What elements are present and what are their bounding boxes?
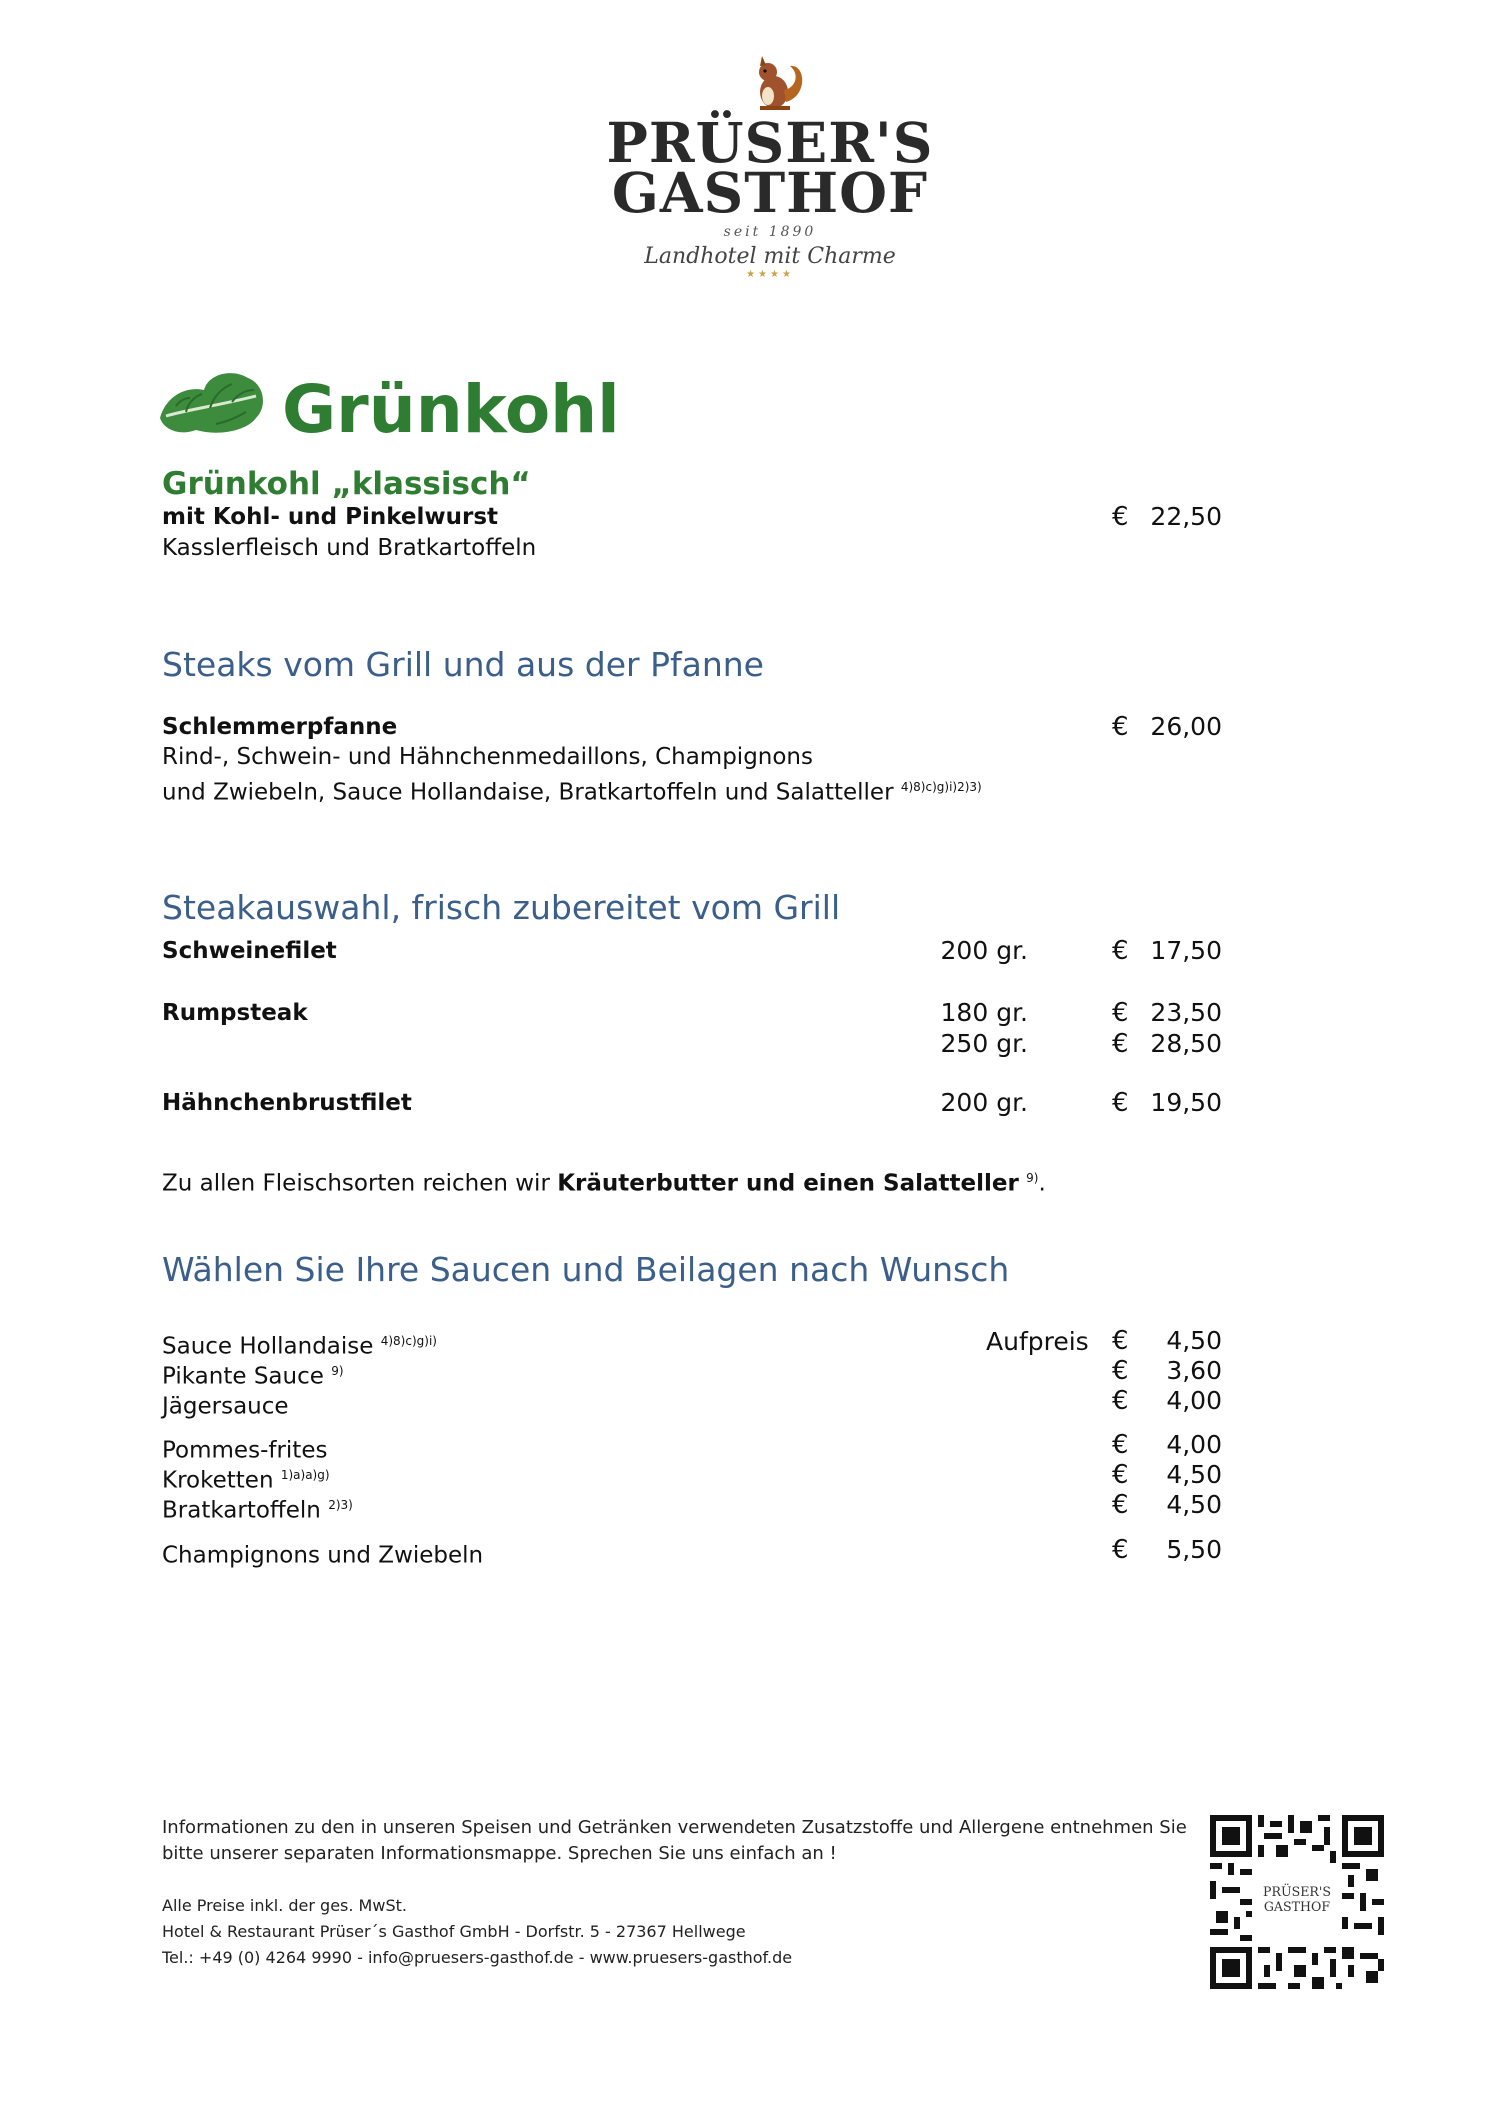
side-item-name: Kroketten [162,1467,274,1494]
steakauswahl-note [162,1163,1046,1200]
side-item-price: 4,50 [1166,1490,1222,1519]
side-item-allergens: 4)8)c)g)i) [380,1334,437,1348]
note-highlight: Kräuterbutter und einen Salatteller [557,1170,1019,1197]
steak-item-price: 23,50 [1150,998,1222,1027]
steak-item-weight: 180 gr. [940,998,1028,1027]
side-item-price: 4,00 [1166,1386,1222,1415]
gruenkohl-line-1: mit Kohl- und Pinkelwurst [162,504,499,530]
steak-item-weight: 200 gr. [940,1088,1028,1117]
steakauswahl-heading: Steakauswahl, frisch zubereitet vom Grill [162,888,841,927]
steaks-heading: Steaks vom Grill und aus der Pfanne [162,645,764,684]
aufpreis-label: Aufpreis [986,1327,1089,1356]
side-item-currency: € [1112,1535,1129,1565]
side-item-price: 5,50 [1166,1535,1222,1564]
note-period: . [1038,1170,1046,1197]
squirrel-icon [730,52,810,114]
steak-item-price: 17,50 [1150,936,1222,965]
schlemmerpfanne-price: 26,00 [1150,712,1222,741]
logo-since: seit 1890 [723,224,817,240]
side-item-currency: € [1112,1326,1129,1356]
side-item-currency: € [1112,1460,1129,1490]
qr-code[interactable] [1210,1815,1384,1989]
schlemmerpfanne-line-2-text: und Zwiebeln, Sauce Hollandaise, Bratkartoffeln und Salatteller [162,779,894,806]
note-text: Zu allen Fleischsorten reichen wir [162,1170,558,1197]
steak-item-currency: € [1112,998,1129,1028]
side-item-price: 4,00 [1166,1430,1222,1459]
page-title: Grünkohl [282,371,620,448]
side-item-price: 4,50 [1166,1326,1222,1355]
footer-info-2: bitte unserer separaten Informationsmappe. Sprechen Sie uns einfach an ! [162,1843,837,1864]
svg-text:GASTHOF: GASTHOF [1263,1899,1331,1914]
side-item-allergens: 1)a)a)g) [280,1468,330,1482]
side-item-price: 3,60 [1166,1356,1222,1385]
side-item [162,1490,353,1527]
side-item [162,1535,483,1572]
logo-tagline: Landhotel mit Charme [644,244,896,269]
gruenkohl-price: 22,50 [1150,502,1222,531]
side-item-currency: € [1112,1356,1129,1386]
side-item-currency: € [1112,1490,1129,1520]
steak-item-currency: € [1112,1088,1129,1118]
side-item-name: Bratkartoffeln [162,1497,321,1524]
side-item-name: Pommes-frites [162,1437,328,1464]
footer-info-1: Informationen zu den in unseren Speisen und Getränken verwendeten Zusatzstoffe und Allergene entnehmen Sie [162,1817,1187,1838]
side-item-price: 4,50 [1166,1460,1222,1489]
schlemmerpfanne-currency: € [1112,712,1129,742]
svg-text:PRÜSER'S: PRÜSER'S [1263,1884,1331,1899]
steak-item-name: Schweinefilet [162,938,337,964]
steak-item-price: 28,50 [1150,1029,1222,1058]
steak-item-price: 19,50 [1150,1088,1222,1117]
steak-item-currency: € [1112,936,1129,966]
side-item-name: Champignons und Zwiebeln [162,1542,484,1569]
logo-line-2: GASTHOF [611,160,929,225]
footer-address: Hotel & Restaurant Prüser´s Gasthof GmbH - Dorfstr. 5 - 27367 Hellwege [162,1922,746,1941]
schlemmerpfanne-line-2 [162,772,982,809]
steak-item-name: Hähnchenbrustfilet [162,1090,412,1116]
side-item [162,1386,289,1423]
steak-item-currency: € [1112,1029,1129,1059]
side-item-currency: € [1112,1430,1129,1460]
schlemmerpfanne-name: Schlemmerpfanne [162,714,398,740]
side-item-currency: € [1112,1386,1129,1416]
gruenkohl-line-2: Kasslerfleisch und Bratkartoffeln [162,535,537,561]
beilagen-heading: Wählen Sie Ihre Saucen und Beilagen nach Wunsch [162,1250,1010,1289]
schlemmerpfanne-allergens: 4)8)c)g)i)2)3) [900,780,982,794]
side-item-allergens: 2)3) [328,1498,353,1512]
side-item-name: Sauce Hollandaise [162,1333,374,1360]
side-item-allergens: 9) [331,1364,344,1378]
side-item-name: Jägersauce [162,1393,289,1420]
logo [600,52,940,292]
steak-item-weight: 250 gr. [940,1029,1028,1058]
gruenkohl-heading: Grünkohl „klassisch“ [162,466,531,502]
gruenkohl-currency: € [1112,502,1129,532]
steak-item-weight: 200 gr. [940,936,1028,965]
note-allergens: 9) [1026,1171,1039,1185]
footer-contact: Tel.: +49 (0) 4264 9990 - info@pruesers-gasthof.de - www.pruesers-gasthof.de [162,1948,793,1967]
kale-icon [156,366,268,438]
schlemmerpfanne-line-1: Rind-, Schwein- und Hähnchenmedaillons, Champignons [162,744,813,770]
logo-line-1: PRÜSER'S [606,110,934,175]
steak-item-name: Rumpsteak [162,1000,308,1026]
side-item-name: Pikante Sauce [162,1363,324,1390]
footer-mwst: Alle Preise inkl. der ges. MwSt. [162,1896,407,1915]
logo-stars: ★★★★ [746,269,794,280]
